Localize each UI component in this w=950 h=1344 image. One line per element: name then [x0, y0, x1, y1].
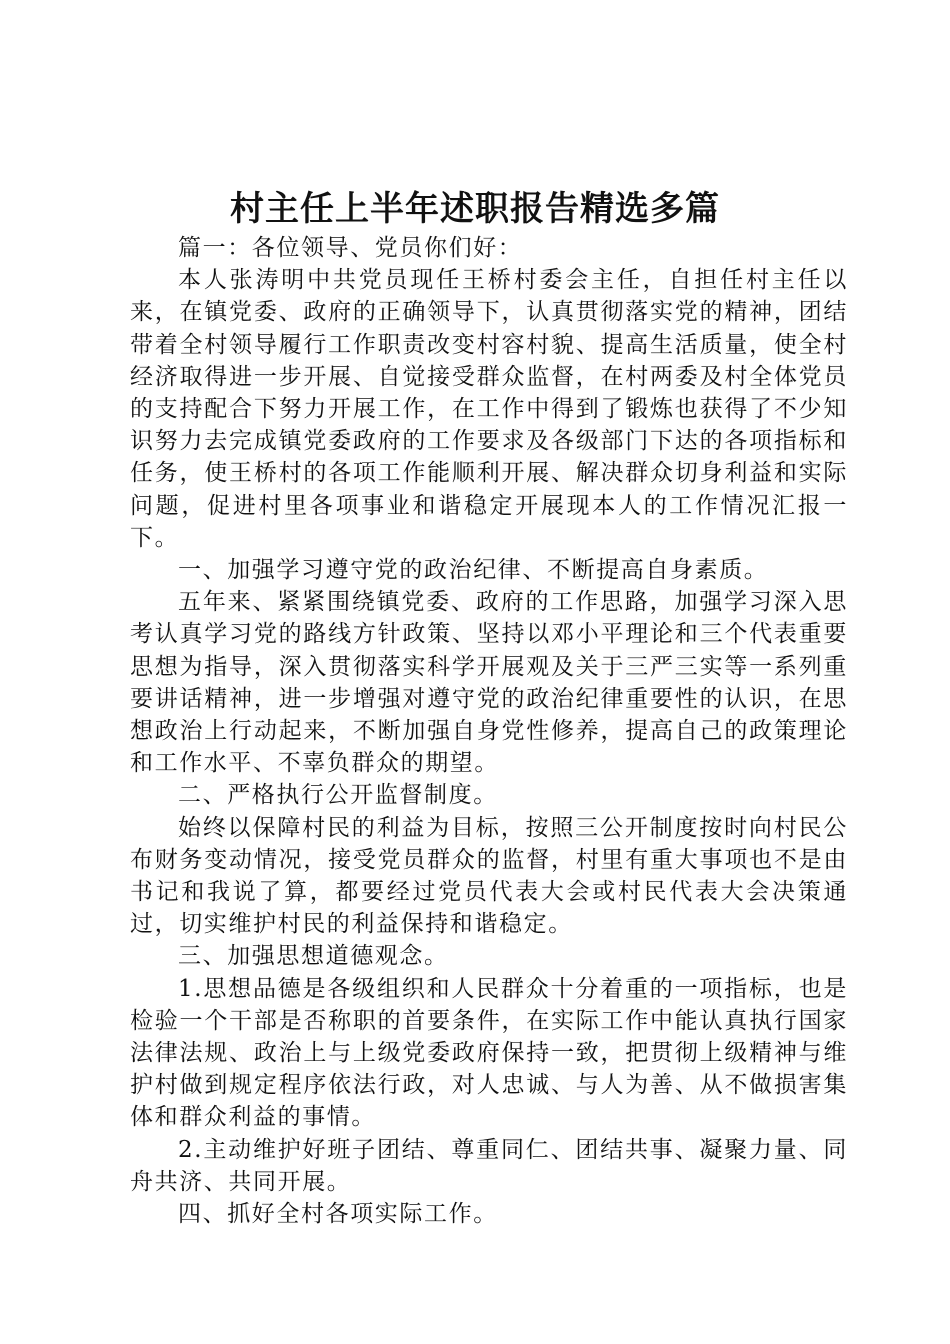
document-title: 村主任上半年述职报告精选多篇	[230, 189, 720, 229]
document-body	[130, 232, 848, 1230]
paragraph-introduction: 本人张涛明中共党员现任王桥村委会主任，自担任村主任以来，在镇党委、政府的正确领导下，认真贯彻落实党的精神，团结带着全村领导履行工作职责改变村容村貌、提高生活质量，使全村经济取得进一步开展、自觉接受群众监督，在村两委及村全体党员的支持配合下努力开展工作，在工作中得到了锻炼也获得了不少知识努力去完成镇党委政府的工作要求及各级部门下达的各项指标和任务，使王桥村的各项工作能顺利开展、解决群众切身利益和实际问题，促进村里各项事业和谐稳定开展现本人的工作情况汇报一下。	[130, 267, 848, 551]
section-heading-1: 一、加强学习遵守党的政治纪律、不断提高自身素质。	[178, 557, 769, 584]
paragraph-section-3-item-1: 1.思想品德是各级组织和人民群众十分着重的一项指标，也是检验一个干部是否称职的首要条件，在实际工作中能认真执行国家法律法规、政治上与上级党委政府保持一致，把贯彻上级精神与维护村做到规定程序依法行政，对人忠诚、与人为善、从不做损害集体和群众利益的事情。	[130, 975, 848, 1131]
section-heading-4: 四、抓好全村各项实际工作。	[178, 1201, 498, 1228]
section-heading-2: 二、严格执行公开监督制度。	[178, 782, 498, 809]
paragraph-section-3-item-2: 2.主动维护好班子团结、尊重同仁、团结共事、凝聚力量、同舟共济、共同开展。	[130, 1136, 848, 1195]
section-heading-3: 三、加强思想道德观念。	[178, 943, 449, 970]
paragraph-greeting: 篇一：各位领导、党员你们好：	[178, 235, 523, 261]
paragraph-section-1: 五年来、紧紧围绕镇党委、政府的工作思路，加强学习深入思考认真学习党的路线方针政策、坚持以邓小平理论和三个代表重要思想为指导，深入贯彻落实科学开展观及关于三严三实等一系列重要讲话精神，进一步增强对遵守党的政治纪律重要性的认识，在思想政治上行动起来，不断加强自身党性修养，提高自己的政策理论和工作水平、不辜负群众的期望。	[130, 589, 848, 777]
paragraph-section-2: 始终以保障村民的利益为目标，按照三公开制度按时向村民公布财务变动情况，接受党员群众的监督，村里有重大事项也不是由书记和我说了算，都要经过党员代表大会或村民代表大会决策通过，切实维护村民的利益保持和谐稳定。	[130, 814, 848, 938]
